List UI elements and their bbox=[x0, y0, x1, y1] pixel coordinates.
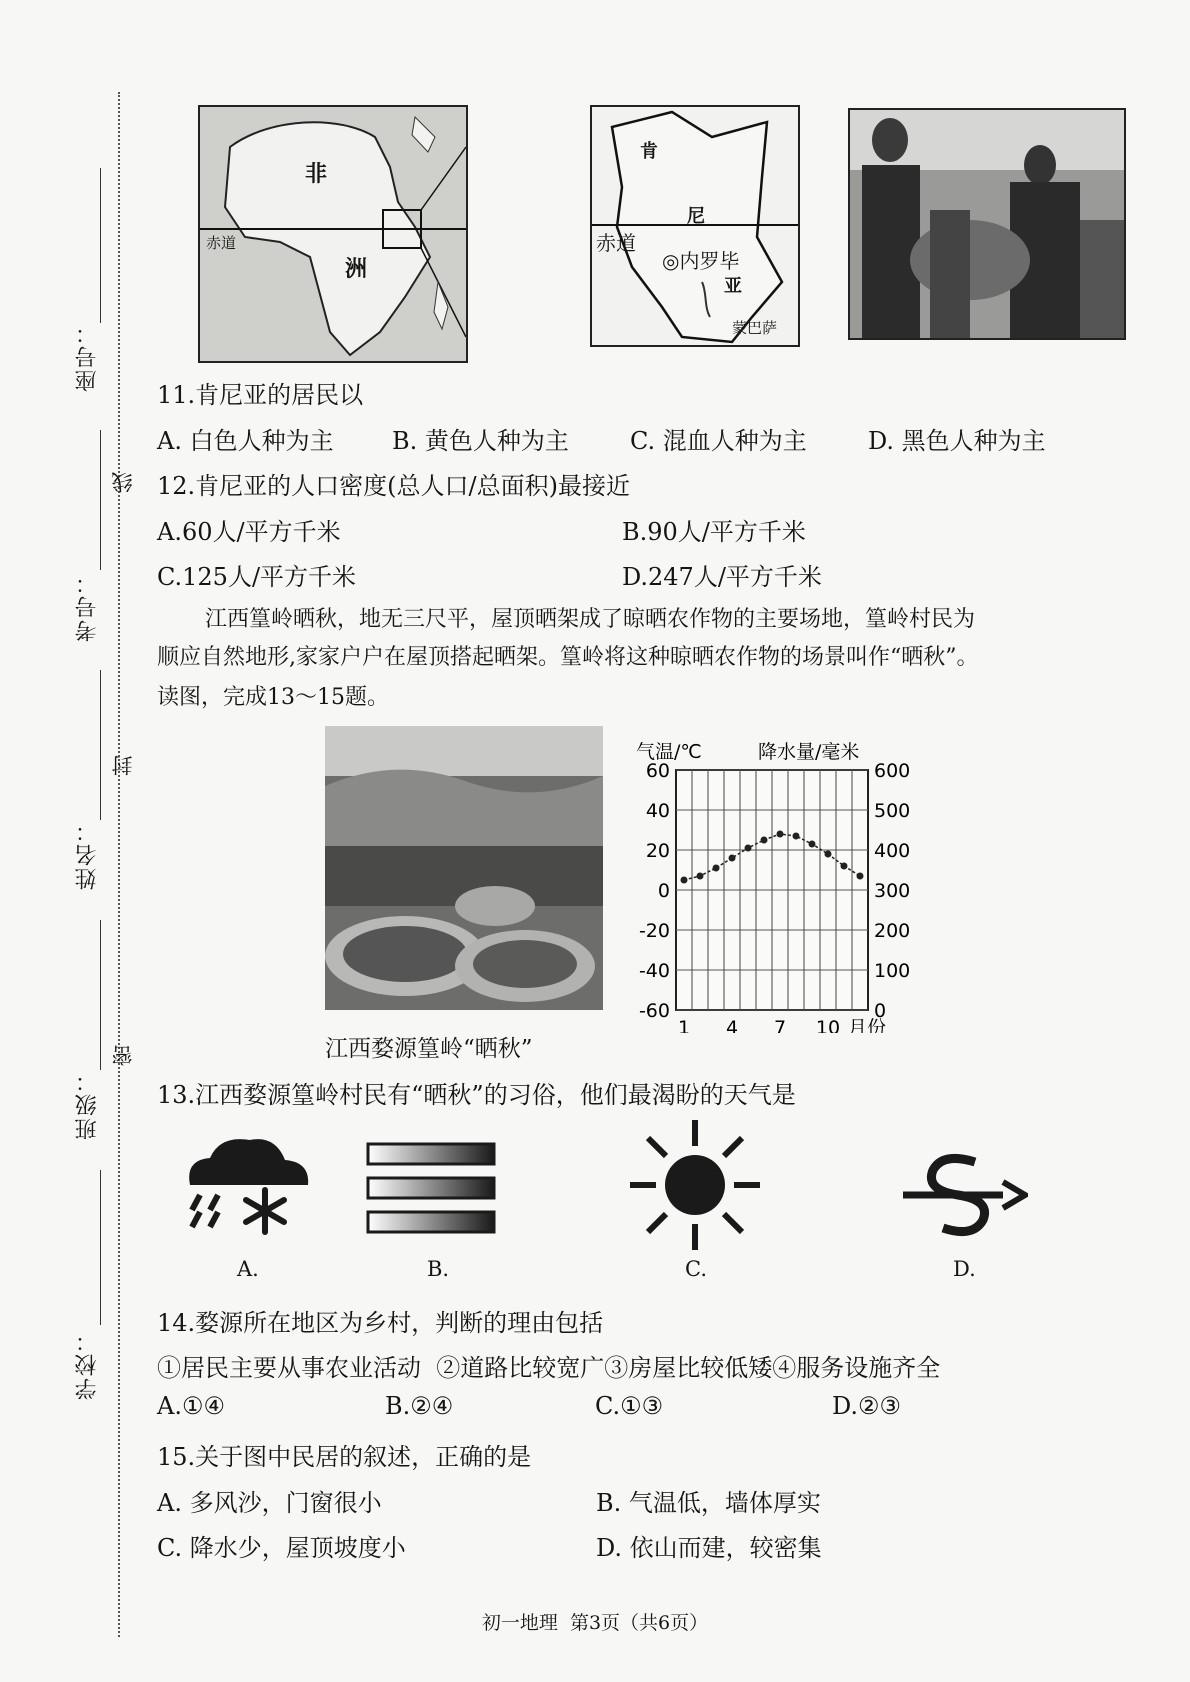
nairobi-label: ◎内罗毕 bbox=[662, 249, 740, 273]
q15-option-c[interactable]: C. 降水少，屋顶坡度小 bbox=[157, 1534, 406, 1562]
q13-option-b[interactable]: B. bbox=[427, 1257, 450, 1281]
school-label: 学校： bbox=[75, 1328, 100, 1400]
y-right-tick-label: 0 bbox=[874, 1000, 887, 1022]
x-tick-label: 10 bbox=[815, 1017, 841, 1033]
y-left-tick-label: -20 bbox=[638, 920, 670, 942]
name-label: 姓名： bbox=[75, 818, 100, 890]
y-left-tick-label: -40 bbox=[638, 960, 670, 982]
sunny-icon[interactable] bbox=[628, 1118, 763, 1253]
kenya-map bbox=[590, 105, 800, 347]
kenya-residents-photo bbox=[848, 108, 1126, 340]
q12-stem: 12.肯尼亚的人口密度(总人口/总面积)最接近 bbox=[157, 472, 630, 500]
q14-option-c[interactable]: C.①③ bbox=[595, 1392, 664, 1420]
q15-stem: 15.关于图中民居的叙述，正确的是 bbox=[157, 1443, 532, 1471]
passage-line-2: 顺应自然地形,家家户户在屋顶搭起晒架。篁岭将这种晾晒农作物的场景叫作“晒秋”。 bbox=[157, 645, 979, 670]
q15-option-d[interactable]: D. 依山而建，较密集 bbox=[596, 1534, 822, 1562]
kenya-label-1: 肯 bbox=[640, 141, 658, 162]
equator-label: 赤道 bbox=[206, 234, 237, 252]
x-tick-label: 7 bbox=[773, 1017, 787, 1033]
y-left-tick-label: 40 bbox=[645, 800, 670, 822]
y-left-tick-label: -60 bbox=[638, 1000, 670, 1022]
q14-option-b[interactable]: B.②④ bbox=[385, 1392, 454, 1420]
africa-label-1: 非 bbox=[305, 161, 328, 187]
kenya-label-2: 尼 bbox=[687, 206, 705, 227]
temperature-point bbox=[857, 873, 864, 880]
temperature-point bbox=[793, 833, 800, 840]
kenya-equator-label: 赤道 bbox=[596, 231, 636, 255]
temperature-point bbox=[841, 863, 848, 870]
y-right-tick-label: 500 bbox=[874, 800, 911, 822]
y-right-tick-label: 200 bbox=[874, 920, 911, 942]
exam-no-blank[interactable] bbox=[100, 430, 101, 570]
q13-stem: 13.江西婺源篁岭村民有“晒秋”的习俗，他们最渴盼的天气是 bbox=[157, 1081, 796, 1109]
africa-map bbox=[198, 105, 468, 363]
seat-label: 座号： bbox=[75, 320, 100, 392]
exam-no-label: 考号： bbox=[75, 570, 100, 642]
temperature-point bbox=[745, 845, 752, 852]
y-left-tick-label: 20 bbox=[645, 840, 670, 862]
temperature-point bbox=[761, 837, 768, 844]
climate-chart bbox=[630, 728, 920, 1033]
class-label: 班级： bbox=[75, 1068, 100, 1140]
africa-label-2: 洲 bbox=[345, 256, 368, 282]
y-axis-right-title: 降水量/毫米 bbox=[758, 741, 860, 763]
shaiqiu-photo bbox=[325, 726, 603, 1010]
passage-line-1: 江西篁岭晒秋，地无三尺平，屋顶晒架成了晾晒农作物的主要场地，篁岭村民为 bbox=[205, 607, 976, 632]
q11-option-c[interactable]: C. 混血人种为主 bbox=[630, 427, 807, 455]
seal-char: 封 bbox=[111, 755, 135, 776]
page-footer: 初一地理 第3页（共6页） bbox=[481, 1612, 709, 1634]
y-left-tick-label: 60 bbox=[645, 760, 670, 782]
passage-line-3: 读图，完成13～15题。 bbox=[157, 685, 389, 710]
q15-option-b[interactable]: B. 气温低，墙体厚实 bbox=[596, 1489, 821, 1517]
q14-statements: ①居民主要从事农业活动 ②道路比较宽广③房屋比较低矮④服务设施齐全 bbox=[157, 1354, 941, 1382]
line-char: 线 bbox=[111, 472, 135, 493]
q12-option-a[interactable]: A.60人/平方千米 bbox=[157, 518, 341, 546]
x-tick-label: 4 bbox=[725, 1017, 739, 1033]
y-right-tick-label: 100 bbox=[874, 960, 911, 982]
q12-option-c[interactable]: C.125人/平方千米 bbox=[157, 563, 357, 591]
y-left-tick-label: 0 bbox=[657, 880, 670, 902]
q13-option-a[interactable]: A. bbox=[237, 1257, 259, 1281]
q14-option-d[interactable]: D.②③ bbox=[832, 1392, 902, 1420]
temperature-point bbox=[809, 841, 816, 848]
q11-option-a[interactable]: A. 白色人种为主 bbox=[157, 427, 334, 455]
sleet-icon[interactable] bbox=[180, 1130, 315, 1235]
seat-blank[interactable] bbox=[100, 168, 101, 323]
shaiqiu-photo-drawing bbox=[325, 726, 603, 1010]
x-tick-label: 1 bbox=[677, 1017, 691, 1033]
q13-option-c[interactable]: C. bbox=[685, 1257, 707, 1281]
sealed-char: 密 bbox=[111, 1045, 135, 1066]
climate-chart-svg bbox=[630, 728, 920, 1033]
temperature-point bbox=[729, 855, 736, 862]
y-right-tick-label: 300 bbox=[874, 880, 911, 902]
school-blank[interactable] bbox=[100, 1170, 101, 1325]
q13-option-d[interactable]: D. bbox=[953, 1257, 976, 1281]
q11-stem: 11.肯尼亚的居民以 bbox=[157, 381, 364, 409]
residents-photo-drawing bbox=[850, 110, 1124, 338]
temperature-point bbox=[713, 865, 720, 872]
mombasa-label: 蒙巴萨 bbox=[732, 319, 778, 337]
typhoon-icon[interactable] bbox=[903, 1150, 1028, 1240]
q11-option-d[interactable]: D. 黑色人种为主 bbox=[868, 427, 1046, 455]
photo-caption: 江西婺源篁岭“晒秋” bbox=[325, 1036, 533, 1062]
y-right-tick-label: 600 bbox=[874, 760, 911, 782]
temperature-point bbox=[681, 877, 688, 884]
x-axis-title: 月份 bbox=[848, 1017, 887, 1033]
binding-dotted-line bbox=[118, 92, 120, 1637]
africa-map-drawing bbox=[200, 107, 466, 361]
class-blank[interactable] bbox=[100, 920, 101, 1070]
q12-option-b[interactable]: B.90人/平方千米 bbox=[622, 518, 806, 546]
temperature-point bbox=[697, 873, 704, 880]
temperature-point bbox=[825, 851, 832, 858]
haze-icon[interactable] bbox=[366, 1142, 496, 1237]
q12-option-d[interactable]: D.247人/平方千米 bbox=[622, 563, 822, 591]
q15-option-a[interactable]: A. 多风沙，门窗很小 bbox=[157, 1489, 382, 1517]
q14-stem: 14.婺源所在地区为乡村，判断的理由包括 bbox=[157, 1309, 604, 1337]
y-axis-left-title: 气温/℃ bbox=[636, 741, 702, 763]
y-right-tick-label: 400 bbox=[874, 840, 911, 862]
q11-option-b[interactable]: B. 黄色人种为主 bbox=[392, 427, 569, 455]
kenya-label-3: 亚 bbox=[724, 276, 742, 297]
q14-option-a[interactable]: A.①④ bbox=[157, 1392, 225, 1420]
name-blank[interactable] bbox=[100, 670, 101, 820]
temperature-point bbox=[777, 831, 784, 838]
